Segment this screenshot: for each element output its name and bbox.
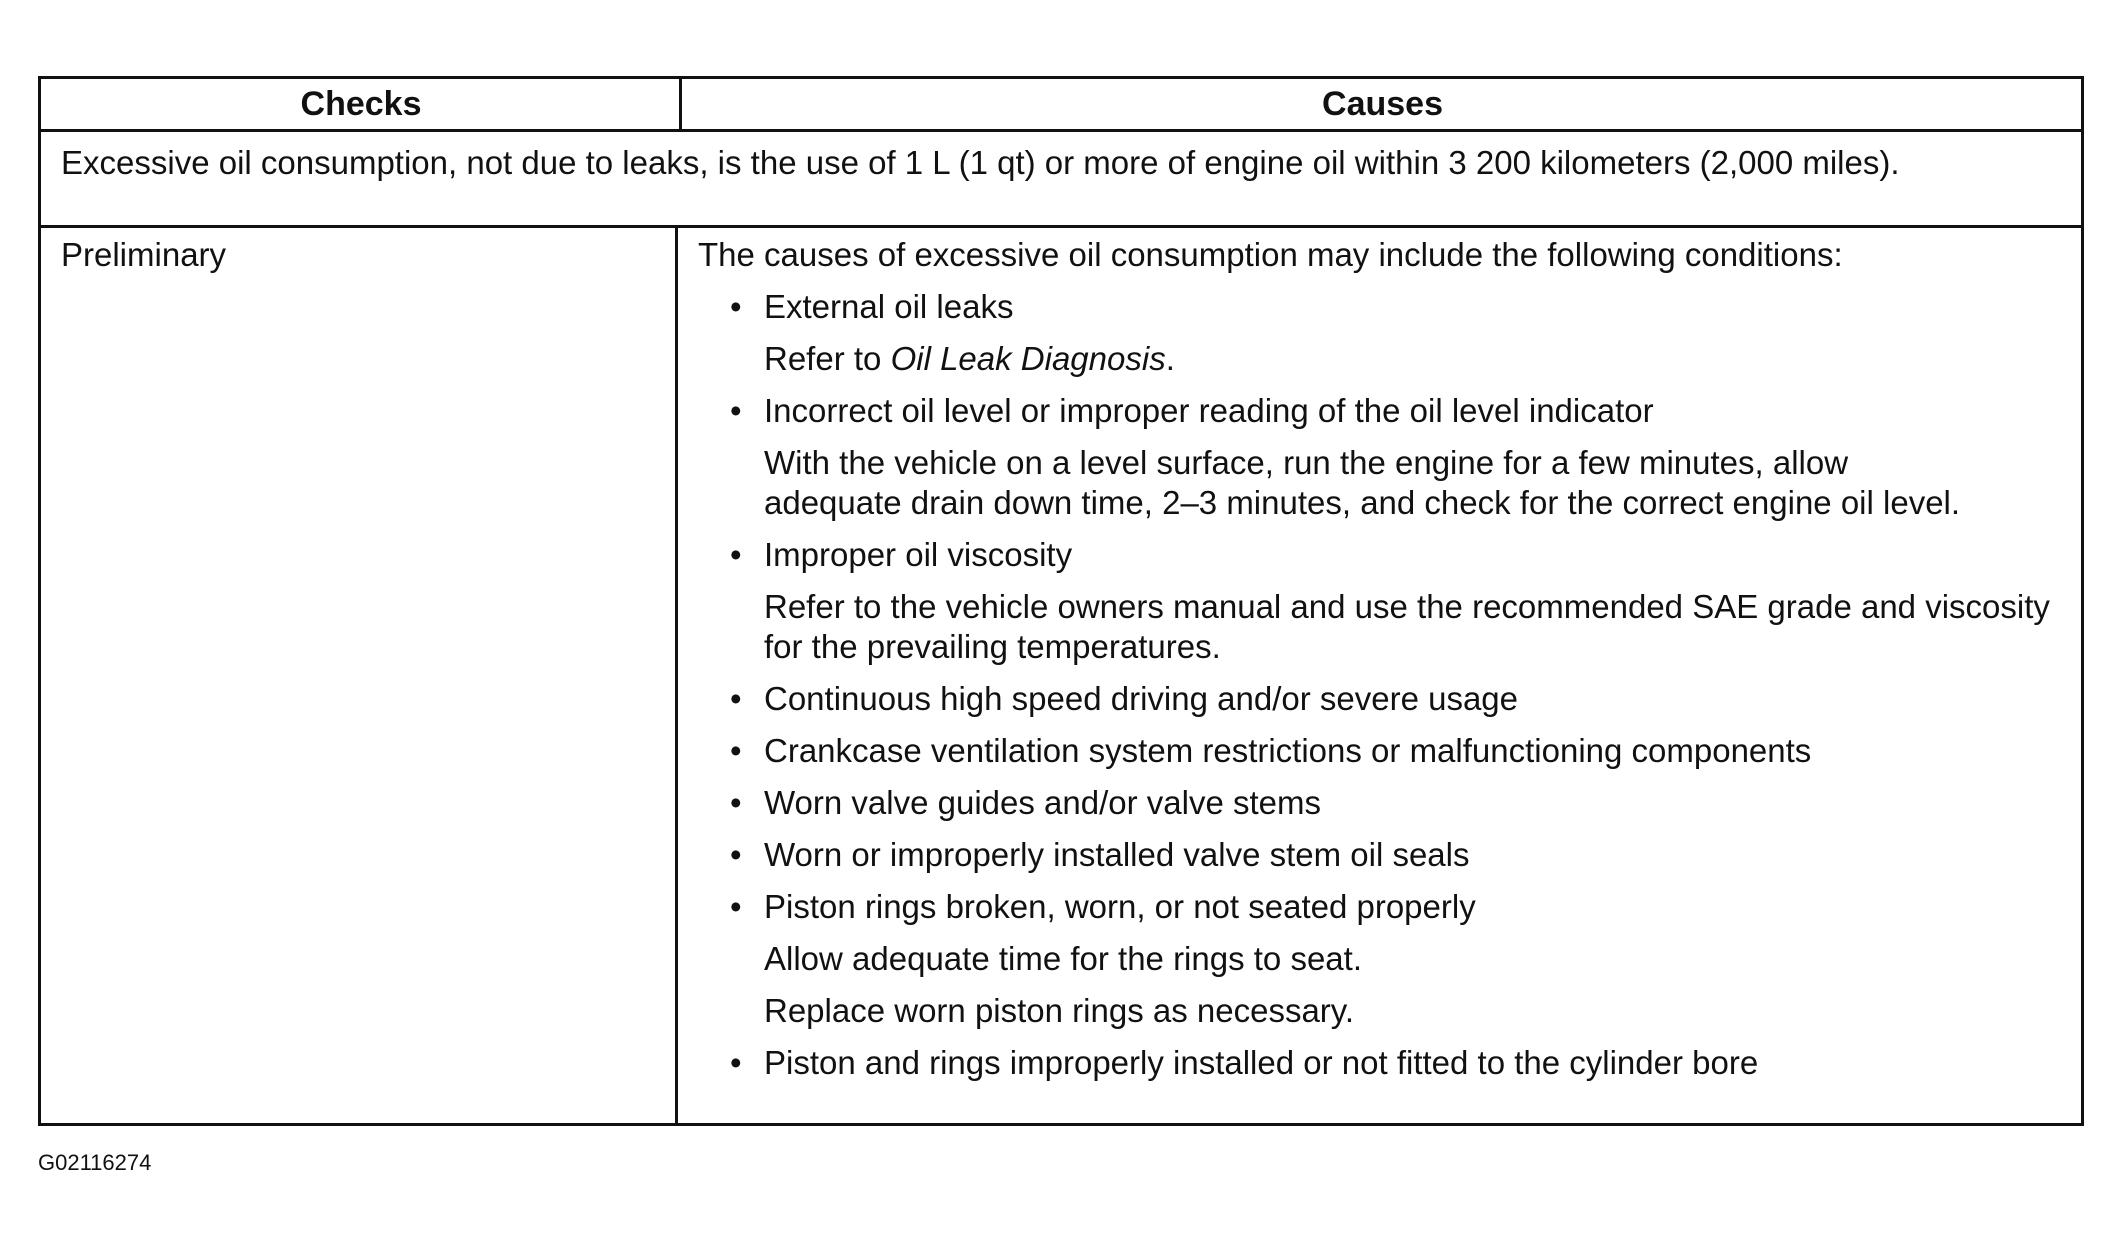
table-header-row [41,79,2081,132]
cause-note: Refer to the vehicle owners manual and use the recommended SAE grade and viscosity for the prevailing temperatures. [764,588,2050,665]
check-preliminary: Preliminary [61,236,227,273]
cause-title: Worn valve guides and/or valve stems [764,784,1321,821]
header-divider [679,79,682,129]
cause-item-incorrect-oil-level [698,391,2061,523]
column-divider [675,228,678,1123]
figure-code: G02116274 [38,1150,152,1175]
cause-note: Replace worn piston rings as necessary. [764,992,1355,1029]
bullet-icon: • [730,888,742,925]
bullet-icon: • [730,392,742,429]
bullet-icon: • [730,680,742,717]
cause-note [764,339,2061,379]
cause-title: Piston rings broken, worn, or not seated properly [764,888,1476,925]
header-causes: Causes [1322,85,1443,123]
note-suffix: . [1165,340,1175,377]
cause-item-piston-fitment [698,1043,2061,1083]
cause-item-valve-stem-seals [698,835,2061,875]
cause-title: Worn or improperly installed valve stem oil seals [764,836,1470,873]
bullet-icon: • [730,536,742,573]
cause-note: With the vehicle on a level surface, run the engine for a few minutes, allow adequate drain down time, 2–3 minutes, and check for the correct engine oil level. [764,444,1961,521]
oil-consumption-table [38,76,2084,1126]
cause-item-high-speed-driving [698,679,2061,719]
cause-title: Piston and rings improperly installed or not fitted to the cylinder bore [764,1044,1759,1081]
bullet-icon: • [730,784,742,821]
cause-title: Improper oil viscosity [764,536,1073,573]
cause-title: Incorrect oil level or improper reading of the oil level indicator [764,392,1654,429]
cause-list [698,287,2061,1083]
cause-title: Crankcase ventilation system restrictions or malfunctioning components [764,732,1812,769]
bullet-icon: • [730,1044,742,1081]
intro-row: Excessive oil consumption, not due to leaks, is the use of 1 L (1 qt) or more of engine oil within 3 200 kilometers (2,000 miles). [41,132,2081,228]
bullet-icon: • [730,732,742,769]
cause-item-crankcase-ventilation [698,731,2061,771]
cause-title: External oil leaks [764,288,1014,325]
cause-item-worn-valve-guides [698,783,2061,823]
bullet-icon: • [730,836,742,873]
cause-item-improper-viscosity [698,535,2061,667]
oil-leak-diagnosis-reference: Oil Leak Diagnosis [890,340,1166,377]
bullet-icon: • [730,288,742,325]
cause-item-piston-rings [698,887,2061,1031]
cause-item-external-oil-leaks [698,287,2061,379]
cause-note: Allow adequate time for the rings to seat. [764,940,1362,977]
cause-title: Continuous high speed driving and/or severe usage [764,680,1519,717]
header-checks: Checks [300,85,422,123]
note-prefix: Refer to [764,340,891,377]
causes-cell [698,235,2061,1095]
causes-intro: The causes of excessive oil consumption may include the following conditions: [698,236,1843,273]
